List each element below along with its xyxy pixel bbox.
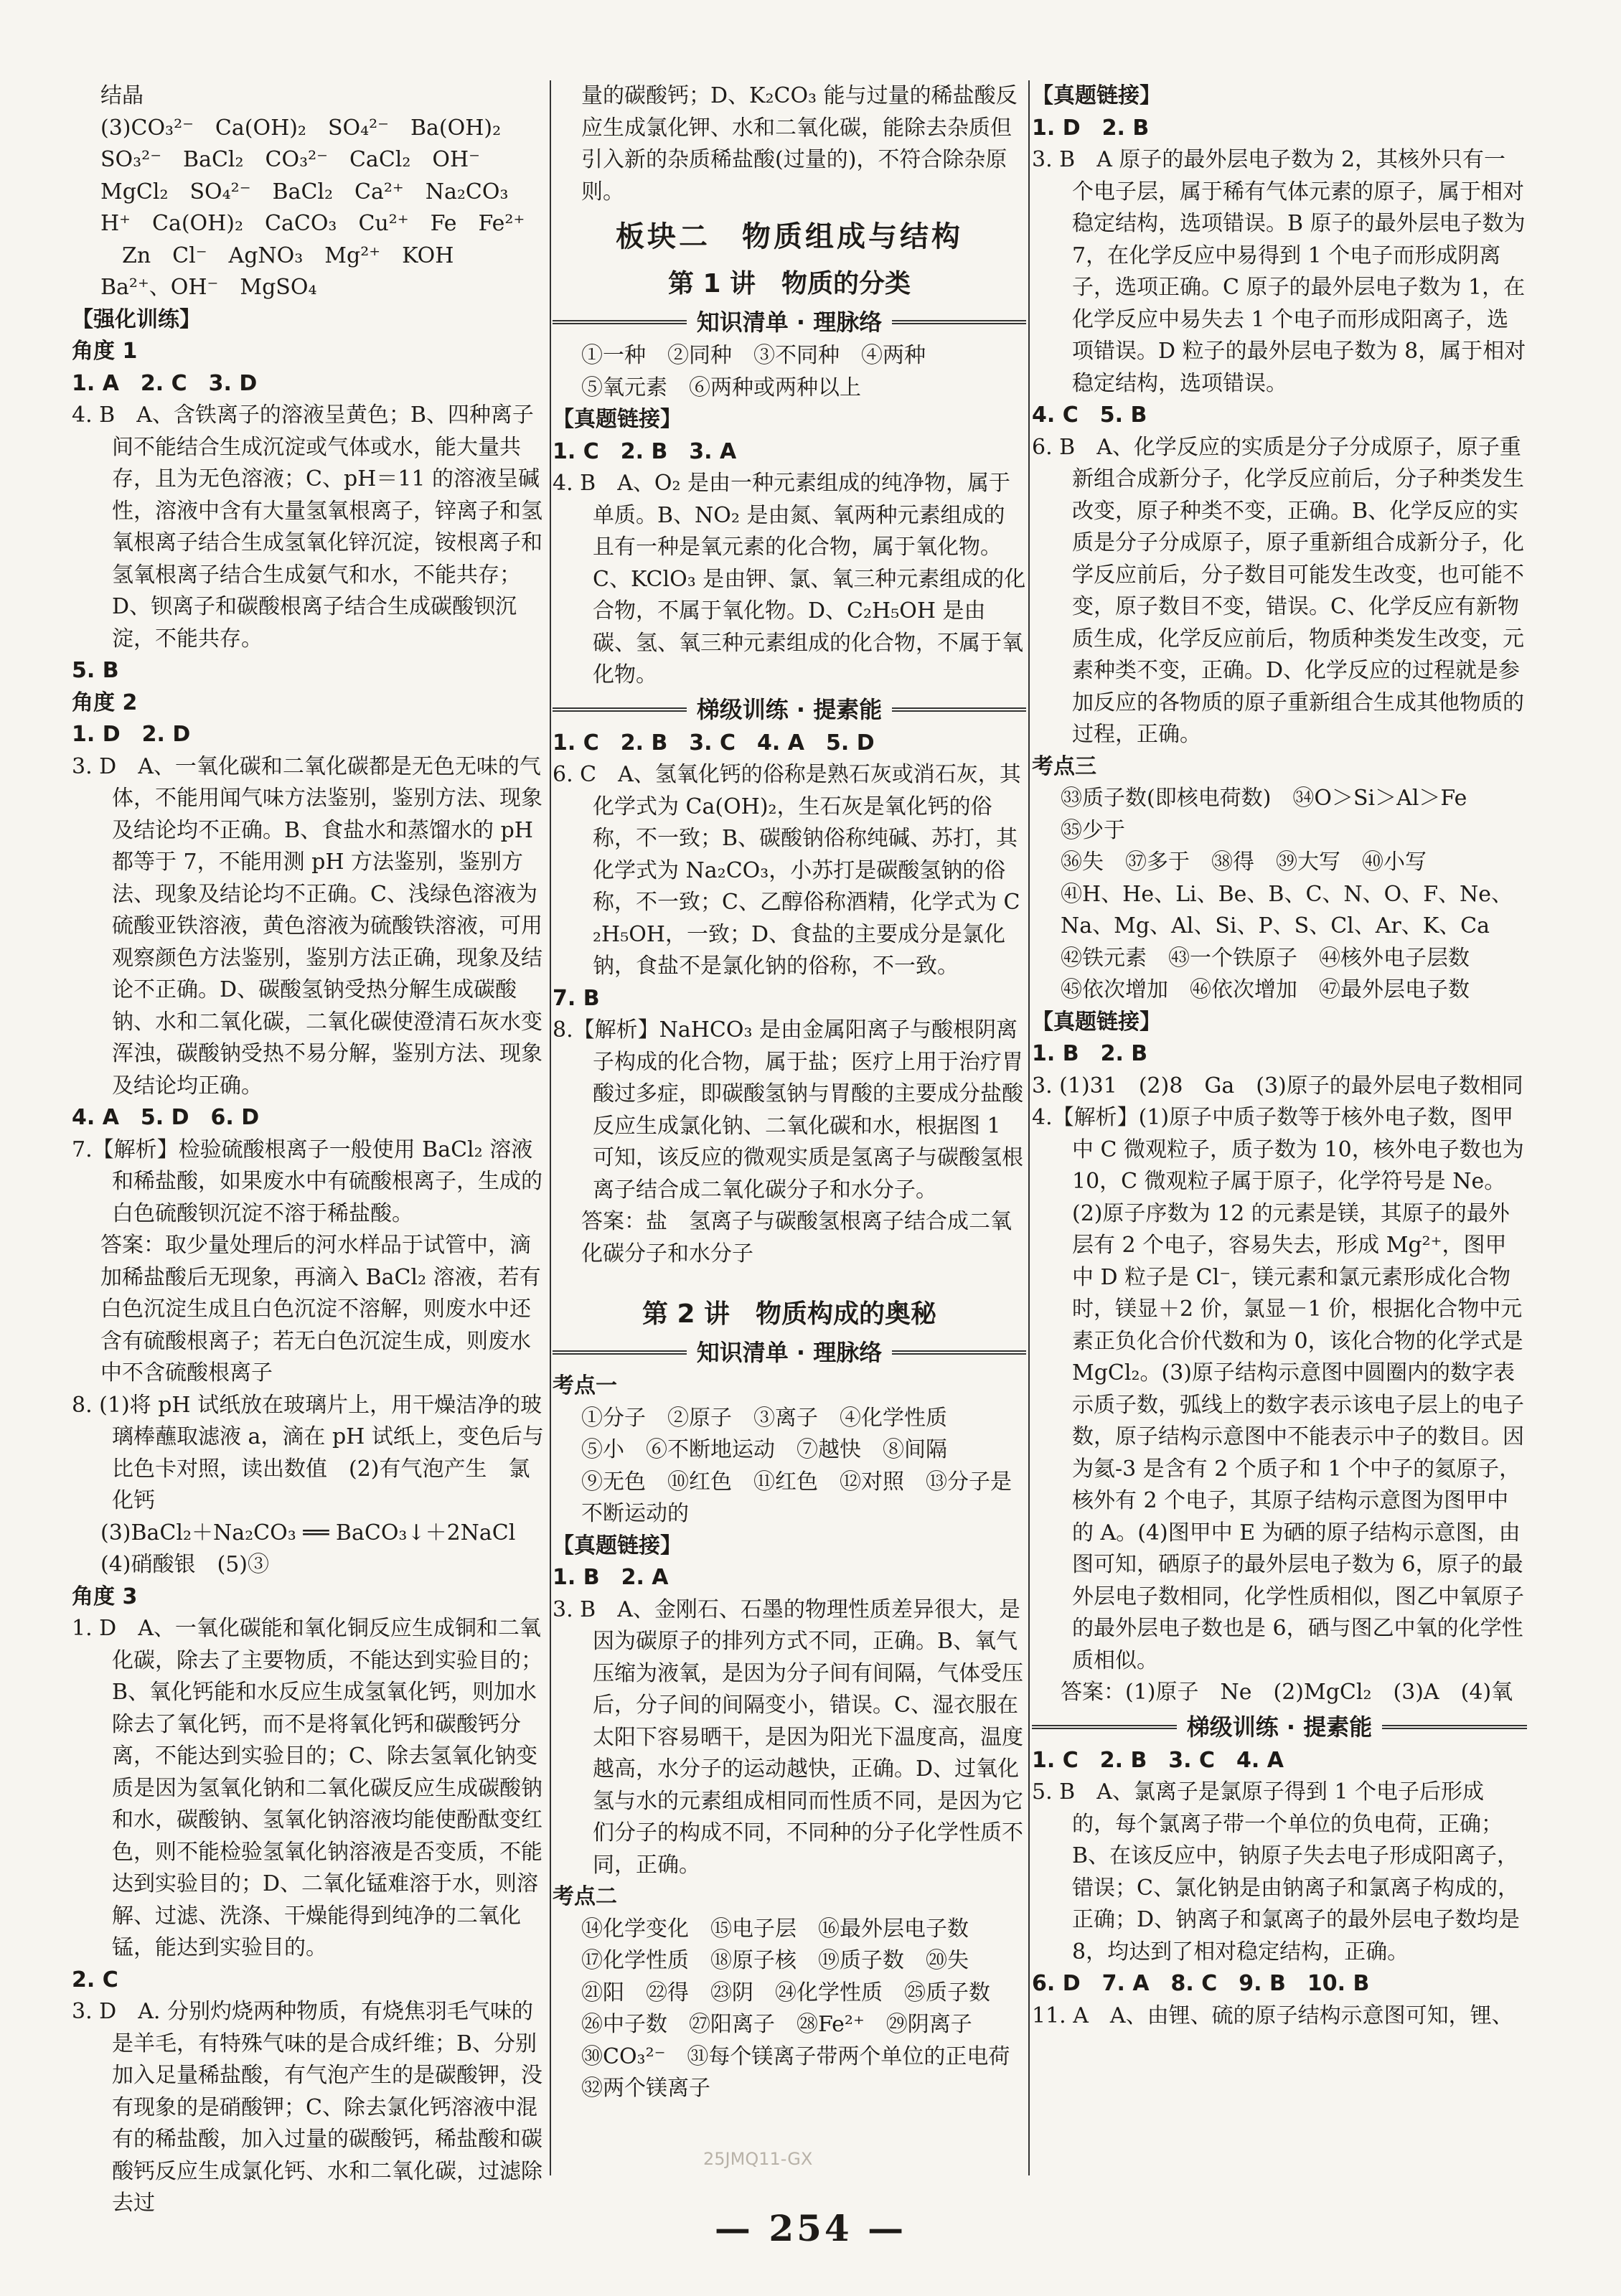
- text-line: ㉟少于: [1061, 817, 1125, 843]
- page-number: — 254 —: [714, 2207, 907, 2249]
- heading-line: 1. C 2. B 3. C 4. A: [1032, 1747, 1284, 1773]
- section-banner: [553, 304, 1026, 340]
- banner-label: 知识清单 · 理脉络: [696, 1339, 883, 1366]
- text-line: 3. B A 原子的最外层电子数为 2，其核外只有一个电子层，属于稀有气体元素的原子，属于相对稳定结构，选项错误。B 原子的最外层电子数为 7，在化学反应中易得到 1 个电子而形成阴离子，选项正确。C 原子的最外层电子数为 1，在化学反应中易失去 1 个电子而形成阳离子，选项错误。D 粒子的最外层电子数为 8，属于相对稳定结构，选项错误。: [1032, 147, 1526, 396]
- text-line: 1. D A、一氧化碳能和氧化铜反应生成铜和二氧化碳，除去了主要物质，不能达到实验目的；B、氧化钙能和水反应生成氢氧化钙，则加水除去了氧化钙，而不是将氧化钙和碳酸钙分离，不能达到实验目的；C、除去氢氧化钠变质是因为氢氧化钠和二氧化碳反应生成碳酸钠和水，碳酸钠、氢氧化钠溶液均能使酚酞变红色，则不能检验氢氧化钠溶液是否变质，不能达到实验目的；D、二氧化锰难溶于水，则溶解、过滤、洗涤、干燥能得到纯净的二氧化锰，能达到实验目的。: [72, 1616, 542, 1960]
- section-banner: [553, 1335, 1026, 1370]
- text-line: 3. D A、一氧化碳和二氧化碳都是无色无味的气体，不能用闻气味方法鉴别，鉴别方法、现象及结论均不正确。B、食盐水和蒸馏水的 pH 都等于 7，不能用测 pH 方法鉴别，鉴别方法、现象及结论均不正确。C、浅绿色溶液为硫酸亚铁溶液，黄色溶液为硫酸铁溶液，可用观察颜色方法鉴别，鉴别方法正确，现象及结论不正确。D、碳酸氢钠受热分解生成碳酸钠、水和二氧化碳，二氧化碳使澄清石灰水变浑浊，碳酸钠受热不易分解，鉴别方法、现象及结论均正确。: [72, 753, 542, 1098]
- text-line: 3. B A、金刚石、石墨的物理性质差异很大，是因为碳原子的排列方式不同，正确。B、氧气压缩为液氧，是因为分子间有间隔，气体受压后，分子间的间隔变小，错误。C、湿衣服在太阳下容易晒干，是因为阳光下温度高，温度越高，水分子的运动越快，正确。D、过氧化氢与水的元素组成相同而性质不同，是因为它们分子的构成不同，不同种的分子化学性质不同，正确。: [553, 1596, 1023, 1878]
- text-line: 答案：取少量处理后的河水样品于试管中，滴加稀盐酸后无现象，再滴入 BaCl₂ 溶液，若有白色沉淀生成且白色沉淀不溶解，则废水中还含有硫酸根离子；若无白色沉淀生成，则废水中不含硫酸根离子: [100, 1233, 541, 1385]
- text-line: ㉖中子数 ㉗阳离子 ㉘Fe²⁺ ㉙阴离子: [581, 2012, 972, 2037]
- banner-rule: [553, 1350, 687, 1355]
- section-title: 板块二 物质组成与结构: [616, 220, 963, 253]
- text-line: 8. (1)将 pH 试纸放在玻璃片上，用干燥洁净的玻璃棒蘸取滤液 a，滴在 pH 试纸上，变色后与比色卡对照，读出数值 (2)有气泡产生 氯化钙: [72, 1392, 544, 1513]
- heading-line: 【强化训练】: [72, 306, 201, 332]
- lecture-title: 第 1 讲 物质的分类: [667, 269, 911, 298]
- banner-rule: [892, 1350, 1026, 1355]
- text-line: 答案：盐 氢离子与碳酸氢根离子结合成二氧化碳分子和水分子: [581, 1209, 1012, 1266]
- heading-line: 【真题链接】: [553, 407, 682, 432]
- text-line: 4.【解析】(1)原子中质子数等于核外电子数，图甲中 C 微观粒子，质子数为 10，核外电子数也为 10，C 微观粒子属于原子，化学符号是 Ne。(2)原子序数为 12 的元素是镁，其原子的最外层有 2 个电子，容易失去，形成 Mg²⁺，图甲中 D 粒子是 Cl⁻，镁元素和氯元素形成化合物时，镁显＋2 价，氯显－1 价，根据化合物中元素正负化合价代数和为 0，该化合物的化学式是 MgCl₂。(3)原子结构示意图中圆圈内的数字表示质子数，弧线上的数字表示该电子层上的电子数，原子结构示意图中不能表示中子的数目。因为氦-3 是含有 2 个质子和 1 个中子的氦原子，核外有 2 个电子，其原子结构示意图为图甲中的 A。(4)图甲中 E 为硒的原子结构示意图，由图可知，硒原子的最外层电子数为 6，原子的最外层电子数相同，化学性质相似，图乙中氧原子的最外层电子数也是 6，硒与图乙中氧的化学性质相似。: [1032, 1105, 1524, 1673]
- banner-rule: [553, 707, 687, 712]
- print-code: 25JMQ11-GX: [703, 2149, 813, 2169]
- text-line: ⑤氧元素 ⑥两种或两种以上: [581, 375, 861, 400]
- text-line: ㉚CO₃²⁻ ㉛每个镁离子带两个单位的正电荷 ㉜两个镁离子: [581, 2043, 1032, 2101]
- text-line: ①分子 ②原子 ③离子 ④化学性质: [581, 1405, 947, 1431]
- text-line: (4)硝酸银 (5)③: [100, 1552, 269, 1577]
- column-right: [1032, 80, 1527, 2032]
- text-line: 7.【解析】检验硫酸根离子一般使用 BaCl₂ 溶液和稀盐酸，如果废水中有硫酸根离子，生成的白色硫酸钡沉淀不溶于稀盐酸。: [72, 1137, 542, 1226]
- heading-line: 1. D 2. D: [72, 722, 191, 747]
- heading-line: 【真题链接】: [553, 1533, 682, 1558]
- text-line: ①一种 ②同种 ③不同种 ④两种: [581, 343, 926, 368]
- text-line: (3)BaCl₂＋Na₂CO₃ ══ BaCO₃↓＋2NaCl: [100, 1520, 516, 1545]
- banner-rule: [1382, 1725, 1527, 1729]
- text-line: ⑭化学变化 ⑮电子层 ⑯最外层电子数: [581, 1916, 969, 1942]
- text-line: Zn Cl⁻ AgNO₃ Mg²⁺ KOH: [100, 243, 454, 268]
- banner-rule: [553, 320, 687, 324]
- text-line: ㊶H、He、Li、Be、B、C、N、O、F、Ne、Na、Mg、Al、Si、P、S、Cl、Ar、K、Ca: [1061, 881, 1513, 938]
- text-line: Ba²⁺、OH⁻ MgSO₄: [100, 275, 317, 300]
- text-line: 8.【解析】NaHCO₃ 是由金属阳离子与酸根阴离子构成的化合物，属于盐；医疗上用于治疗胃酸过多症，即碳酸氢钠与胃酸的主要成分盐酸反应生成氯化钠、二氧化碳和水，根据图 1 可知，该反应的微观实质是氢离子与碳酸氢根离子结合成二氧化碳分子和水分子。: [553, 1017, 1023, 1203]
- heading-line: 角度 3: [72, 1584, 138, 1609]
- heading-line: 1. A 2. C 3. D: [72, 370, 258, 396]
- text-line: 结晶: [100, 83, 144, 108]
- text-line: 3. D A. 分别灼烧两种物质，有烧焦羽毛气味的是羊毛，有特殊气味的是合成纤维；B、分别加入足量稀盐酸，有气泡产生的是碳酸钾，没有现象的是硝酸钾；C、除去氯化钙溶液中混有的稀盐酸，加入过量的碳酸钙，稀盐酸和碳酸钙反应生成氯化钙、水和二氧化碳，过滤除去过: [72, 1999, 542, 2216]
- text-line: ㉑阳 ㉒得 ㉓阴 ㉔化学性质 ㉕质子数: [581, 1980, 990, 2005]
- heading-line: 4. C 5. B: [1032, 403, 1147, 428]
- banner-label: 梯级训练 · 提素能: [696, 695, 883, 723]
- text-line: (3)CO₃²⁻ Ca(OH)₂ SO₄²⁻ Ba(OH)₂: [100, 115, 502, 141]
- text-line: ㊷铁元素 ㊸一个铁原子 ㊹核外电子层数: [1061, 945, 1470, 971]
- banner-label: 知识清单 · 理脉络: [696, 309, 883, 336]
- banner-rule: [892, 320, 1026, 324]
- column-middle: [553, 80, 1032, 2105]
- text-line: ㉝质子数(即核电荷数) ㉞O＞Si＞Al＞Fe: [1061, 786, 1467, 811]
- heading-line: 4. A 5. D 6. D: [72, 1105, 260, 1130]
- banner-rule: [1032, 1725, 1177, 1729]
- spacer: [553, 1270, 1026, 1290]
- heading-line: 1. C 2. B 3. C 4. A 5. D: [553, 730, 875, 756]
- banner-rule: [892, 707, 1026, 712]
- heading-line: 考点二: [553, 1884, 617, 1909]
- text-line: 4. B A、O₂ 是由一种元素组成的纯净物，属于单质。B、NO₂ 是由氮、氧两种元素组成的且有一种是氧元素的化合物，属于氧化物。C、KClO₃ 是由钾、氯、氧三种元素组成的化合物，不属于氧化物。D、C₂H₅OH 是由碳、氢、氧三种元素组成的化合物，不属于氧化物。: [553, 471, 1026, 687]
- column-left: [72, 80, 549, 2220]
- heading-line: 5. B: [72, 658, 119, 683]
- column-divider: [550, 80, 551, 2175]
- heading-line: 考点三: [1032, 753, 1096, 779]
- heading-line: 1. B 2. A: [553, 1565, 669, 1590]
- column-divider: [1028, 80, 1030, 2175]
- heading-line: 1. D 2. B: [1032, 115, 1150, 141]
- text-line: 4. B A、含铁离子的溶液呈黄色；B、四种离子间不能结合生成沉淀或气体或水，能大量共存，且为无色溶液；C、pH＝11 的溶液呈碱性，溶液中含有大量氢氧根离子，锌离子和氢氧根离子结合生成氢氧化锌沉淀，铵根离子和氢氧根离子结合生成氨气和水，不能共存；D、钡离子和碳酸根离子结合生成碳酸钡沉淀，不能共存。: [72, 403, 542, 651]
- banner-label: 梯级训练 · 提素能: [1186, 1713, 1373, 1741]
- lecture-title: 第 2 讲 物质构成的奥秘: [642, 1299, 937, 1329]
- text-line: 量的碳酸钙；D、K₂CO₃ 能与过量的稀盐酸反应生成氯化钾、水和二氧化碳，能除去杂质但引入新的杂质稀盐酸(过量的)，不符合除杂原则。: [581, 83, 1018, 204]
- text-line: MgCl₂ SO₄²⁻ BaCl₂ Ca²⁺ Na₂CO₃: [100, 179, 509, 204]
- text-line: 答案：(1)原子 Ne (2)MgCl₂ (3)A (4)氧: [1061, 1680, 1513, 1705]
- heading-line: 1. B 2. B: [1032, 1041, 1148, 1066]
- heading-line: 6. D 7. A 8. C 9. B 10. B: [1032, 1971, 1370, 1996]
- heading-line: 角度 1: [72, 339, 138, 364]
- heading-line: 考点一: [553, 1373, 617, 1398]
- text-line: H⁺ Ca(OH)₂ CaCO₃ Cu²⁺ Fe Fe²⁺: [100, 211, 525, 236]
- text-line: ⑰化学性质 ⑱原子核 ⑲质子数 ⑳失: [581, 1948, 969, 1973]
- heading-line: 【真题链接】: [1032, 1009, 1161, 1035]
- text-line: SO₃²⁻ BaCl₂ CO₃²⁻ CaCl₂ OH⁻: [100, 147, 480, 172]
- heading-line: 【真题链接】: [1032, 83, 1161, 108]
- heading-line: 7. B: [553, 985, 600, 1011]
- text-line: 3. (1)31 (2)8 Ga (3)原子的最外层电子数相同: [1032, 1073, 1523, 1098]
- text-line: 5. B A、氯离子是氯原子得到 1 个电子后形成的，每个氯离子带一个单位的负电荷，正确；B、在该反应中，钠原子失去电子形成阳离子，错误；C、氯化钠是由钠离子和氯离子构成的，正确；D、钠离子和氯离子的最外层电子数均是 8，均达到了相对稳定结构，正确。: [1032, 1779, 1521, 1965]
- text-line: 11. A A、由锂、硫的原子结构示意图可知，锂、: [1032, 2003, 1513, 2028]
- text-line: 6. C A、氢氧化钙的俗称是熟石灰或消石灰，其化学式为 Ca(OH)₂，生石灰是氧化钙的俗称，不一致；B、碳酸钠俗称纯碱、苏打，其化学式为 Na₂CO₃，小苏打是碳酸氢钠的俗称，不一致；C、乙醇俗称酒精，化学式为 C₂H₅OH，一致；D、食盐的主要成分是氯化钠，食盐不是氯化钠的俗称，不一致。: [553, 762, 1021, 979]
- text-line: ㊱失 ㊲多于 ㊳得 ㊴大写 ㊵小写: [1061, 850, 1427, 875]
- heading-line: 角度 2: [72, 690, 138, 715]
- section-banner: [1032, 1709, 1527, 1745]
- text-line: ⑤小 ⑥不断地运动 ⑦越快 ⑧间隔: [581, 1437, 947, 1462]
- text-line: 6. B A、化学反应的实质是分子分成原子，原子重新组合成新分子，化学反应前后，分子种类发生改变，原子种类不变，正确。B、化学反应的实质是分子分成原子，原子重新组合成新分子，化学反应前后，分子数目可能发生改变，也可能不变，原子数目不变，错误。C、化学反应有新物质生成，化学反应前后，物质种类发生改变，元素种类不变，正确。D、化学反应的过程就是参加反应的各物质的原子重新组合生成其他物质的过程，正确。: [1032, 434, 1524, 747]
- heading-line: 2. C: [72, 1967, 118, 1992]
- section-banner: [553, 692, 1026, 728]
- text-line: ⑨无色 ⑩红色 ⑪红色 ⑫对照 ⑬分子是不断运动的: [581, 1469, 1012, 1526]
- heading-line: 1. C 2. B 3. A: [553, 438, 737, 464]
- text-line: ㊺依次增加 ㊻依次增加 ㊼最外层电子数: [1061, 977, 1470, 1002]
